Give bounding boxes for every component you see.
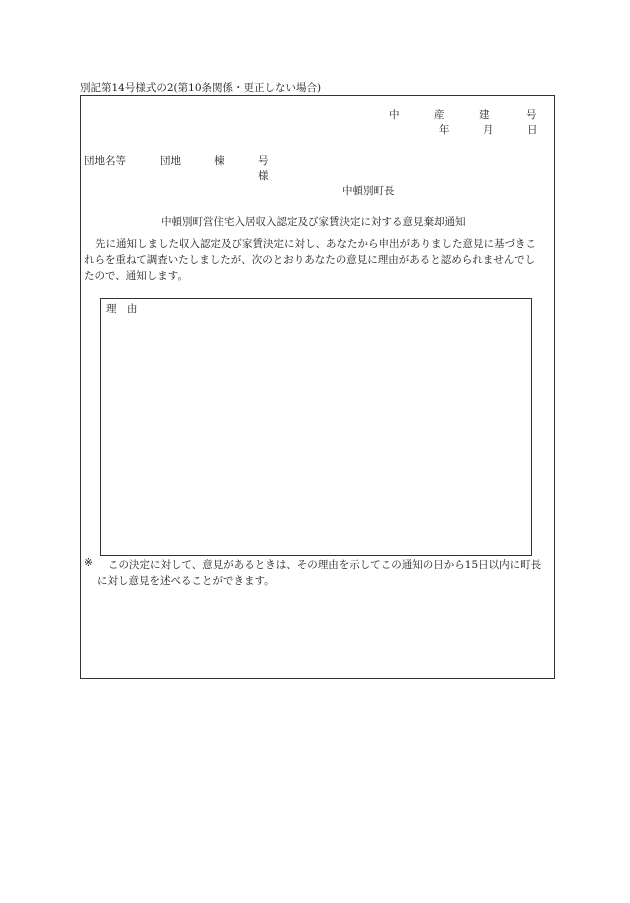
body-line: たので、通知します。 [84, 270, 188, 282]
form-label: 別記第14号様式の2(第10条関係・更正しない場合) [80, 82, 322, 94]
addressee-label: 団地名等 [84, 155, 126, 167]
reason-label: 理 由 [106, 303, 138, 315]
date-day: 日 [527, 124, 538, 136]
body-line: れらを重ねて調査いたしましたが、次のとおりあなたの意見に理由があると認められませんでし [84, 254, 536, 266]
notice-body [84, 236, 550, 284]
note-text [97, 557, 552, 589]
date-month: 月 [483, 124, 494, 136]
doc-number-naka: 中 [389, 109, 400, 121]
addressee-sama: 様 [258, 170, 269, 182]
note-mark: ※ [84, 557, 93, 569]
doc-number-san: 産 [434, 109, 445, 121]
note-line: この決定に対して、意見があるときは、その理由を示してこの通知の日から15日以内に町長 [108, 559, 542, 571]
issuer-name: 中頓別町長 [342, 185, 395, 197]
notice-title: 中頓別町営住宅入居収入認定及び家賃決定に対する意見棄却通知 [161, 216, 466, 228]
body-line: 先に通知しました収入認定及び家賃決定に対し、あなたから申出がありました意見に基づきこ [95, 238, 536, 250]
note-line: に対し意見を述べることができます。 [97, 575, 275, 587]
doc-number-gou: 号 [526, 109, 537, 121]
addressee-tou: 棟 [214, 155, 225, 167]
date-year: 年 [439, 124, 450, 136]
reason-box [100, 298, 532, 556]
doc-number-ken: 建 [479, 109, 490, 121]
addressee-gou: 号 [258, 155, 269, 167]
addressee-danchi: 団地 [160, 155, 181, 167]
